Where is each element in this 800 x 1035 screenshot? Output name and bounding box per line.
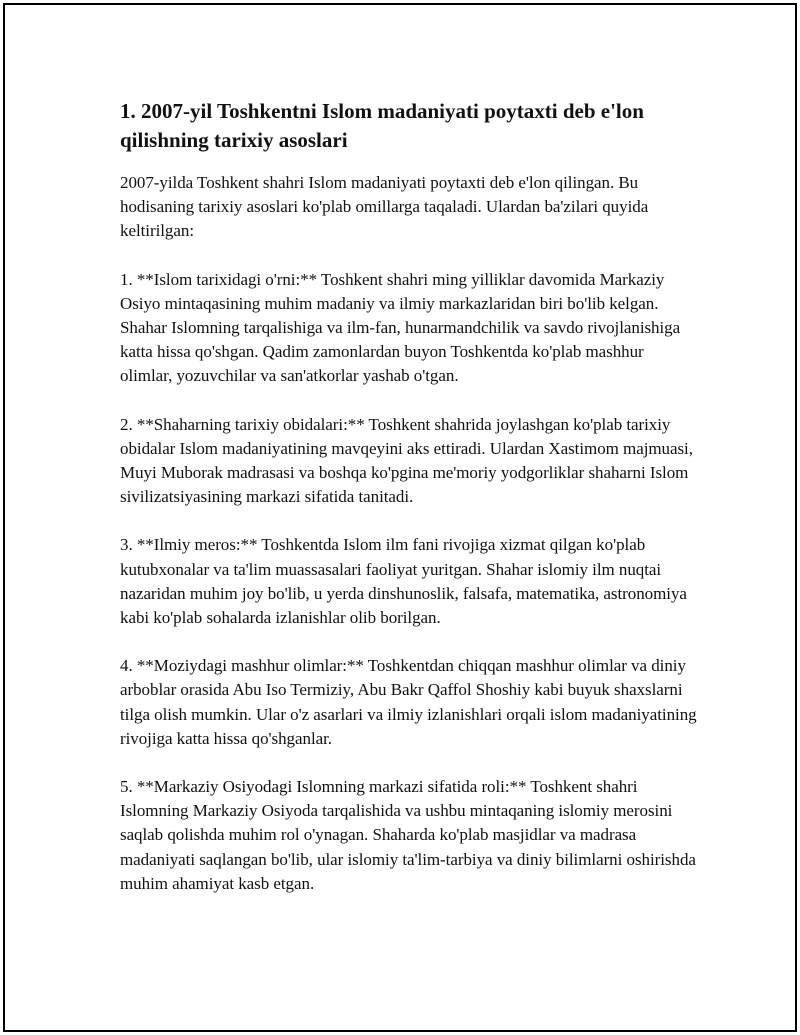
list-item-1: 1. **Islom tarixidagi o'rni:** Toshkent shahri ming yilliklar davomida Markaziy Osiyo mintaqasining muhim madaniy va ilmiy markazlaridan biri bo'lib kelgan. Shahar Islomning tarqalishiga va ilm-fan, hunarmandchilik va savdo rivojlanishiga katta hissa qo'shgan. Qadim zamonlardan buyon Toshkentda ko'plab mashhur olimlar, yozuvchilar va san'atkorlar yashab o'tgan. — [120, 269, 681, 386]
list-item-2: 2. **Shaharning tarixiy obidalari:** Toshkent shahrida joylashgan ko'plab tarixiy obidalar Islom madaniyatining mavqeyini aks ettiradi. Ulardan Xastimom majmuasi, Muyi Muborak madrasasi va boshqa ko'pgina me'moriy yodgorliklar shaharni Islom sivilizatsiyasining markazi sifatida tanitadi. — [120, 414, 693, 507]
list-item-5: 5. **Markaziy Osiyodagi Islomning markazi sifatida roli:** Toshkent shahri Islomning Markaziy Osiyoda tarqalishida va ushbu mintaqaning islomiy merosini saqlab qolishda muhim rol o'ynagan. Shaharda ko'plab masjidlar va madrasa madaniyati saqlangan bo'lib, ular islomiy ta'lim-tarbiya va diniy bilimlarni oshirishda muhim ahamiyat kasb etgan. — [120, 777, 696, 893]
page-frame — [3, 3, 797, 1032]
intro-paragraph: 2007-yilda Toshkent shahri Islom madaniyati poytaxti deb e'lon qilingan. Bu hodisaning tarixiy asoslari ko'plab omillarga taqaladi. Ulardan ba'zilari quyida keltirilgan: — [120, 173, 649, 241]
document-title: 1. 2007-yil Toshkentni Islom madaniyati poytaxti deb e'lon qilishning tarixiy asoslari — [120, 99, 644, 152]
list-item-3: 3. **Ilmiy meros:** Toshkentda Islom ilm fani rivojiga xizmat qilgan ko'plab kutubxonalar va ta'lim muassasalari faoliyat yuritgan. Shahar islomiy ilm nuqtai nazaridan muhim joy bo'lib, u yerda dinshunoslik, falsafa, matematika, astronomiya kabi ko'plab sohalarda izlanishlar olib borilgan. — [120, 535, 687, 628]
list-item-4: 4. **Moziydagi mashhur olimlar:** Toshkentdan chiqqan mashhur olimlar va diniy arboblar orasida Abu Iso Termiziy, Abu Bakr Qaffol Shoshiy kabi buyuk shaxslarni tilga olish mumkin. Ular o'z asarlari va ilmiy izlanishlari orqali islom madaniyatining rivojiga katta hissa qo'shganlar. — [120, 656, 697, 748]
document-body — [120, 97, 700, 920]
